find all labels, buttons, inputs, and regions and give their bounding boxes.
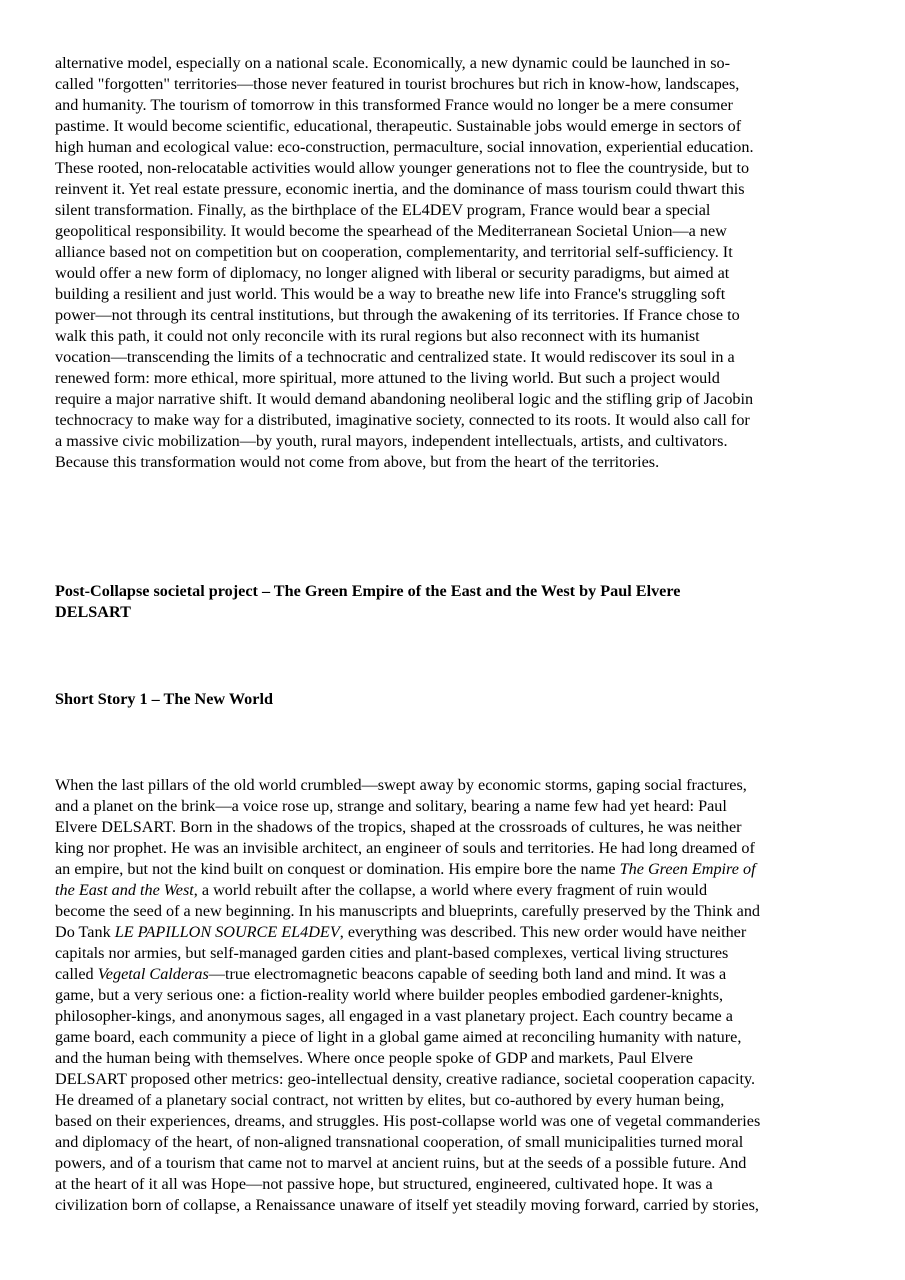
text-line: Elvere DELSART. Born in the shadows of the tropics, shaped at the crossroads of cultures, he was neither	[55, 818, 742, 836]
text-line: become the seed of a new beginning. In his manuscripts and blueprints, carefully preserved by the Think and	[55, 902, 761, 920]
text-line: DELSART proposed other metrics: geo-intellectual density, creative radiance, societal cooperation capacity.	[55, 1070, 756, 1088]
text-span: , everything was described. This new order would have neither	[339, 923, 747, 941]
italic-term: Vegetal Calderas	[97, 965, 209, 983]
text-line: and a planet on the brink—a voice rose up, strange and solitary, bearing a name few had yet heard: Paul	[55, 797, 727, 815]
heading-line: Post-Collapse societal project – The Green Empire of the East and the West by Paul Elvere	[55, 582, 681, 600]
italic-title: the East and the West	[55, 881, 194, 899]
paragraph-france-transformation	[55, 53, 855, 473]
text-line: vocation—transcending the limits of a technocratic and centralized state. It would rediscover its soul in a	[55, 348, 735, 366]
heading-line: Short Story 1 – The New World	[55, 690, 273, 708]
section-heading-project	[55, 581, 815, 623]
text-line: walk this path, it could not only reconcile with its rural regions but also reconnect with its humanist	[55, 327, 700, 345]
text-line: based on their experiences, dreams, and struggles. His post-collapse world was one of vegetal commanderies	[55, 1112, 761, 1130]
text-line: powers, and of a tourism that came not to marvel at ancient ruins, but at the seeds of a possible future. And	[55, 1154, 747, 1172]
text-line: a massive civic mobilization—by youth, rural mayors, independent intellectuals, artists, and cultivators.	[55, 432, 728, 450]
text-line	[55, 880, 855, 901]
text-line: at the heart of it all was Hope—not passive hope, but structured, engineered, cultivated hope. It was a	[55, 1175, 713, 1193]
text-line: He dreamed of a planetary social contract, not written by elites, but co-authored by every human being,	[55, 1091, 725, 1109]
text-line: pastime. It would become scientific, educational, therapeutic. Sustainable jobs would emerge in sectors of	[55, 117, 742, 135]
text-line: would offer a new form of diplomacy, no longer aligned with liberal or security paradigms, but aimed at	[55, 264, 730, 282]
text-line: renewed form: more ethical, more spiritual, more attuned to the living world. But such a project would	[55, 369, 720, 387]
text-line	[55, 859, 855, 880]
text-line: philosopher-kings, and anonymous sages, all engaged in a vast planetary project. Each country became a	[55, 1007, 733, 1025]
text-span: —true electromagnetic beacons capable of seeding both land and mind. It was a	[208, 965, 727, 983]
italic-title: The Green Empire of	[619, 860, 756, 878]
paragraph-new-world	[55, 775, 855, 1216]
text-line: require a major narrative shift. It would demand abandoning neoliberal logic and the stifling grip of Jacobin	[55, 390, 754, 408]
text-line: When the last pillars of the old world crumbled—swept away by economic storms, gaping social fractures,	[55, 776, 747, 794]
text-line: game board, each community a piece of light in a global game aimed at reconciling humanity with nature,	[55, 1028, 742, 1046]
text-line: capitals nor armies, but self-managed garden cities and plant-based complexes, vertical living structures	[55, 944, 729, 962]
heading-line: DELSART	[55, 603, 131, 621]
text-line: technocracy to make way for a distributed, imaginative society, connected to its roots. It would also call for	[55, 411, 750, 429]
text-line: civilization born of collapse, a Renaissance unaware of itself yet steadily moving forward, carried by stories,	[55, 1196, 759, 1214]
text-line: These rooted, non-relocatable activities would allow younger generations not to flee the countryside, but to	[55, 159, 750, 177]
text-line	[55, 964, 855, 985]
italic-organization-name: LE PAPILLON SOURCE EL4DEV	[114, 923, 340, 941]
text-line: and diplomacy of the heart, of non-aligned transnational cooperation, of small municipalities turned moral	[55, 1133, 744, 1151]
text-line: called "forgotten" territories—those never featured in tourist brochures but rich in know-how, landscapes,	[55, 75, 740, 93]
text-span: Do Tank	[55, 923, 115, 941]
text-line	[55, 922, 855, 943]
text-line: high human and ecological value: eco-construction, permaculture, social innovation, experiential education.	[55, 138, 754, 156]
text-line: and humanity. The tourism of tomorrow in this transformed France would no longer be a mere consumer	[55, 96, 733, 114]
text-line: Because this transformation would not come from above, but from the heart of the territories.	[55, 453, 660, 471]
text-line: game, but a very serious one: a fiction-reality world where builder peoples embodied gardener-knights,	[55, 986, 724, 1004]
text-line: building a resilient and just world. This would be a way to breathe new life into France's struggling soft	[55, 285, 726, 303]
text-line: king nor prophet. He was an invisible architect, an engineer of souls and territories. He had long dreamed of	[55, 839, 755, 857]
text-span: , a world rebuilt after the collapse, a world where every fragment of ruin would	[193, 881, 708, 899]
text-line: power—not through its central institutions, but through the awakening of its territories. If France chose to	[55, 306, 740, 324]
text-line: alternative model, especially on a national scale. Economically, a new dynamic could be launched in so-	[55, 54, 730, 72]
text-line: geopolitical responsibility. It would become the spearhead of the Mediterranean Societal Union—a new	[55, 222, 727, 240]
text-line: and the human being with themselves. Where once people spoke of GDP and markets, Paul Elvere	[55, 1049, 693, 1067]
section-heading-short-story	[55, 689, 815, 710]
text-span: called	[55, 965, 98, 983]
text-line: silent transformation. Finally, as the birthplace of the EL4DEV program, France would bear a special	[55, 201, 711, 219]
text-line: alliance based not on competition but on cooperation, complementarity, and territorial self-sufficiency. It	[55, 243, 733, 261]
text-span: an empire, but not the kind built on conquest or domination. His empire bore the name	[55, 860, 620, 878]
text-line: reinvent it. Yet real estate pressure, economic inertia, and the dominance of mass tourism could thwart this	[55, 180, 745, 198]
